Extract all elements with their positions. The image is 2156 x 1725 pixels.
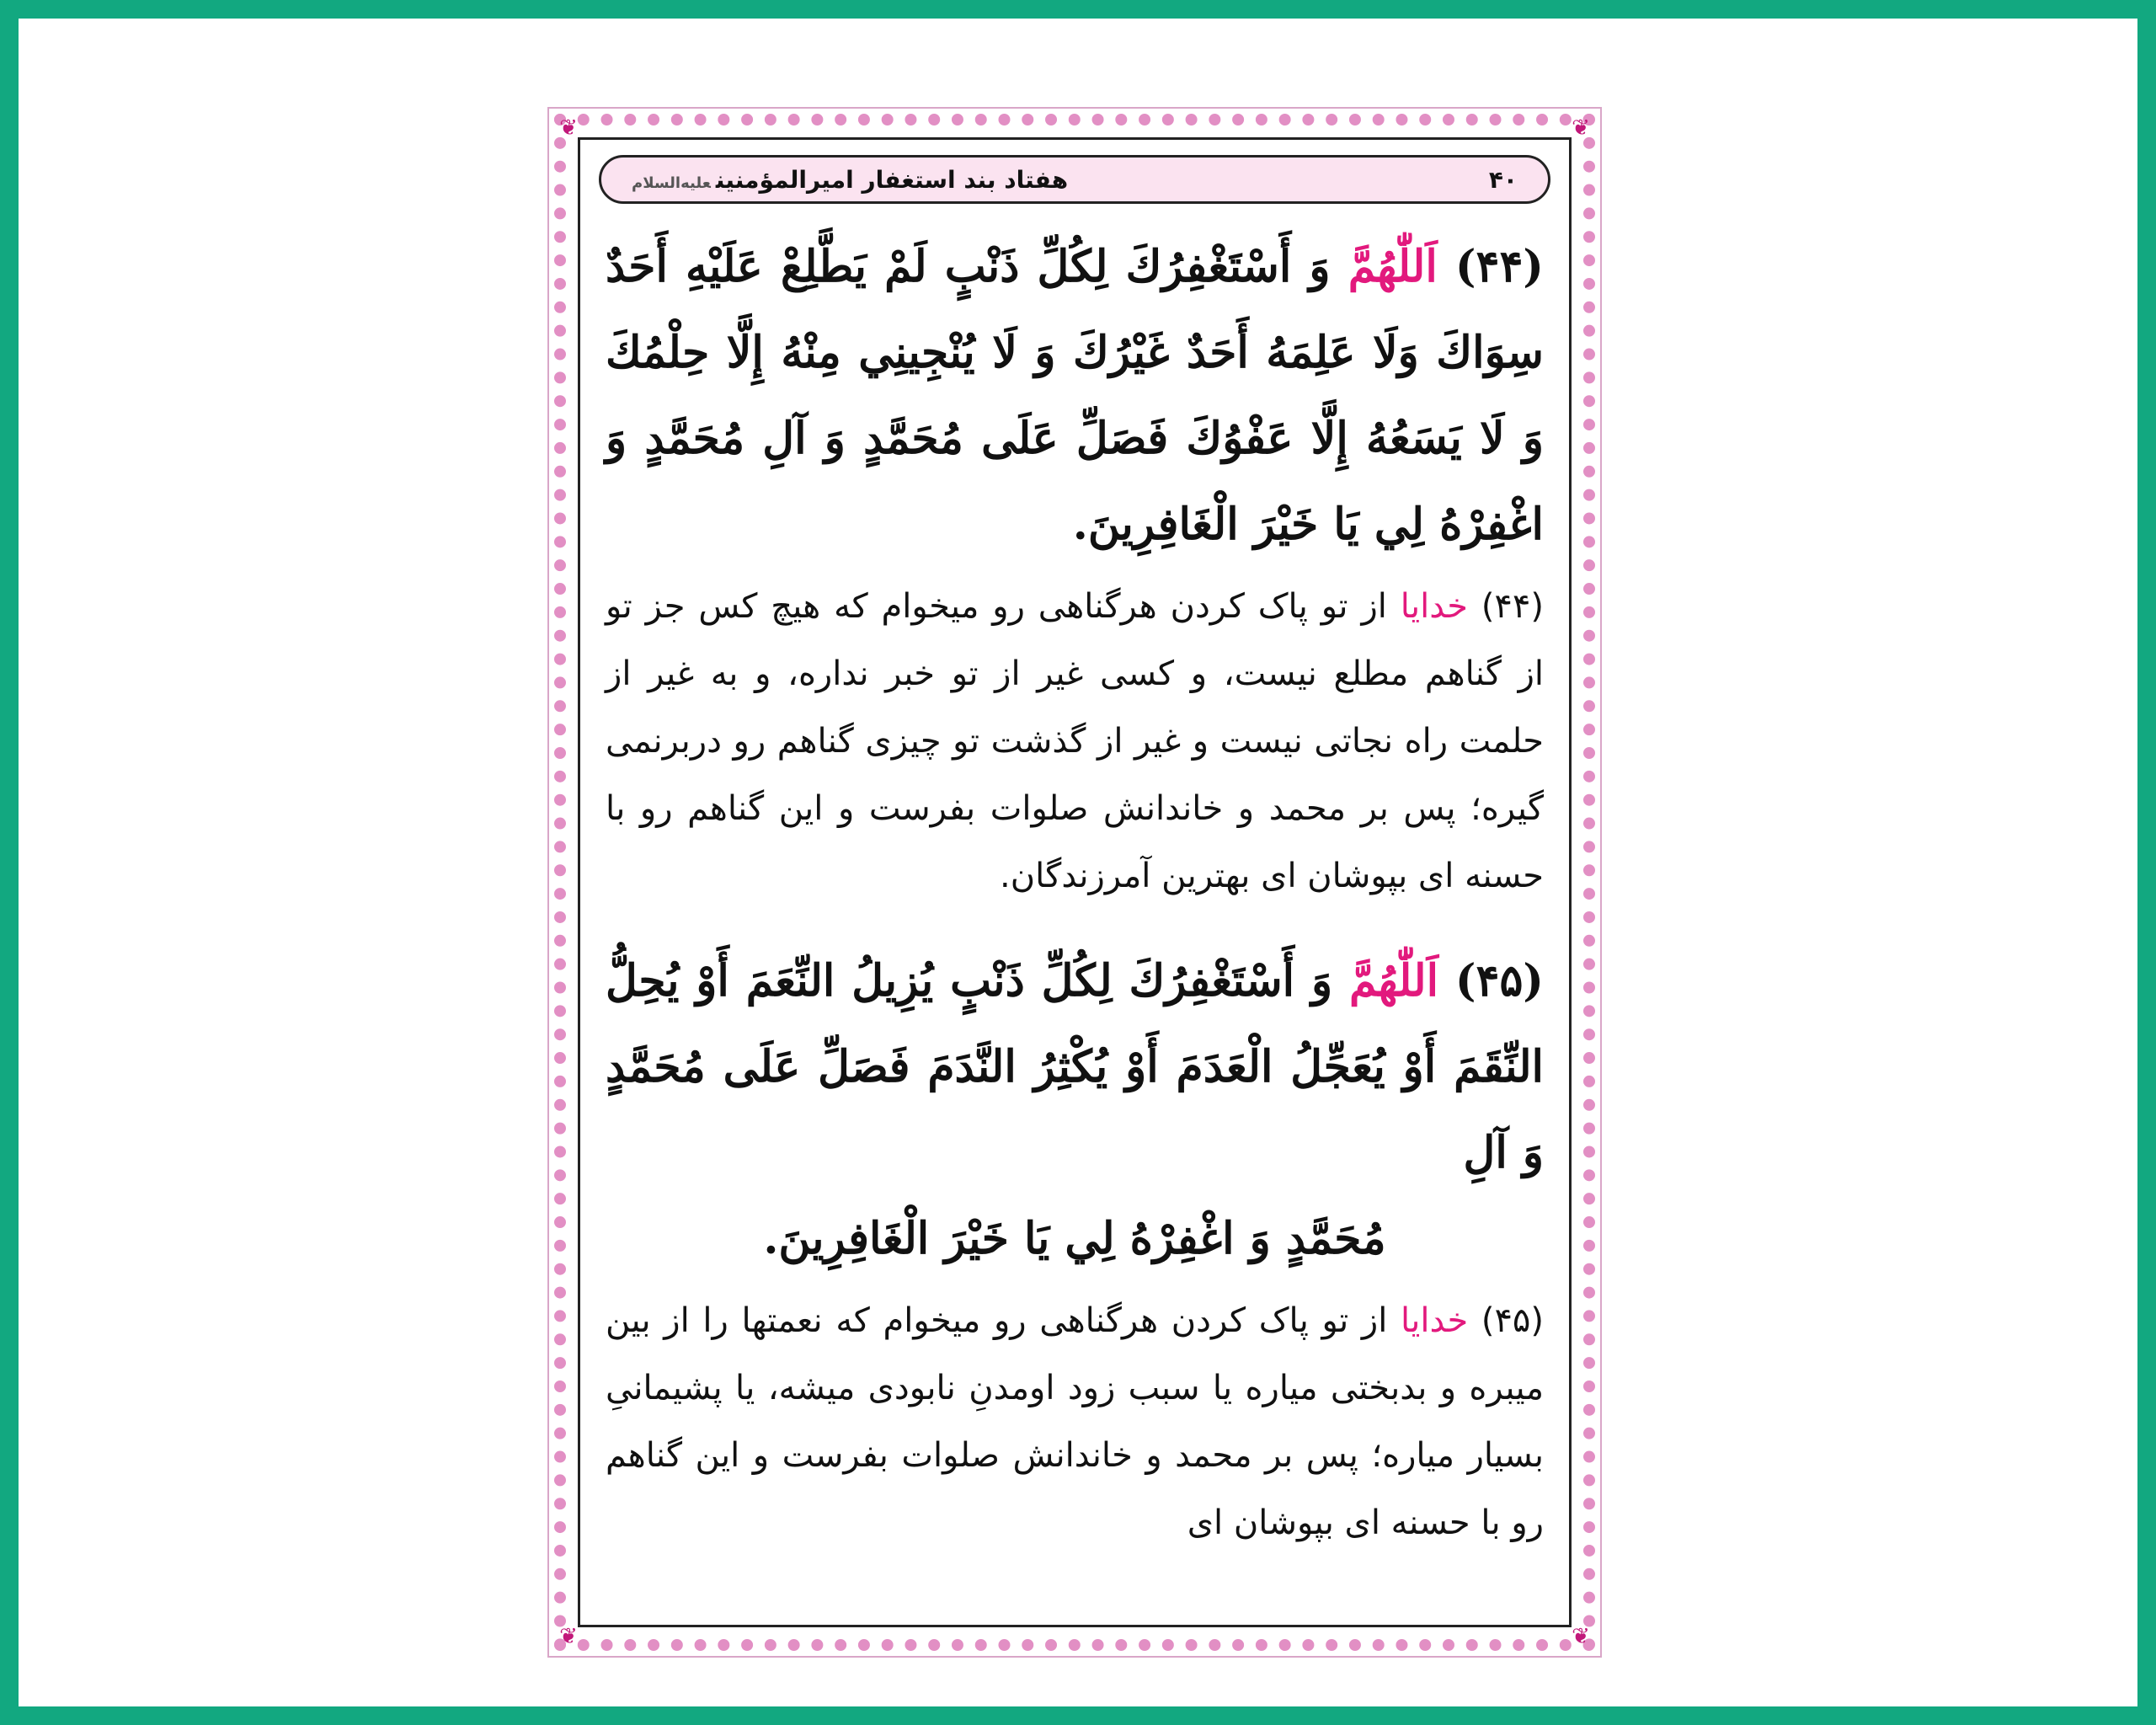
page-number: ۴۰ xyxy=(1488,165,1518,194)
arabic-supplication-45 xyxy=(606,938,1544,1196)
corner-ornament-icon: ❦ xyxy=(559,115,578,141)
persian-translation-44 xyxy=(606,573,1544,910)
invocation-word: اَللّٰهُمَّ xyxy=(1348,955,1439,1007)
item-number: (۴۵) xyxy=(1454,955,1544,1007)
invocation-word: خدایا xyxy=(1401,1301,1469,1340)
item-number: (۴۴) xyxy=(1481,587,1544,626)
item-number: (۴۴) xyxy=(1454,241,1544,292)
invocation-word: خدایا xyxy=(1400,587,1468,626)
page-body xyxy=(606,224,1544,1557)
text-frame xyxy=(578,137,1572,1627)
corner-ornament-icon: ❦ xyxy=(1572,1624,1590,1649)
arabic-text: وَ أَسْتَغْفِرُكَ لِكُلِّ ذَنْبٍ يُزِيلُ النِّعَمَ أَوْ يُحِلُّ النِّقَمَ أَوْ يُعَجِّلُ الْعَدَمَ أَوْ يُكْثِرُ النَّدَمَ فَصَلِّ عَلَى مُحَمَّدٍ وَ آلِ xyxy=(606,955,1544,1178)
corner-ornament-icon: ❦ xyxy=(559,1624,578,1649)
invocation-word: اَللّٰهُمَّ xyxy=(1348,241,1438,292)
persian-text: از تو پاک کردن هرگناهی رو میخوام که هیچ کس جز تو از گناهم مطلع نیست، و کسی غیر از تو خبر نداره، و به غیر از حلمت راه نجاتی نیست و غیر از گذشت تو چیزی گناهم رو دربرنمی گیره؛ پس بر محمد و خاندانش صلوات بفرست و این گناهم رو با حسنه ای بپوشان ای بهترین آمرزندگان. xyxy=(606,587,1544,895)
persian-translation-45 xyxy=(606,1287,1544,1557)
arabic-supplication-44 xyxy=(606,224,1544,568)
page-background xyxy=(19,19,2137,1706)
item-number: (۴۵) xyxy=(1481,1301,1545,1340)
running-header xyxy=(599,155,1550,204)
book-title xyxy=(632,166,1068,194)
corner-ornament-icon: ❦ xyxy=(1572,115,1590,141)
arabic-text: وَ أَسْتَغْفِرُكَ لِكُلِّ ذَنْبٍ لَمْ يَطَّلِعْ عَلَيْهِ أَحَدٌ سِوَاكَ وَلَا عَلِمَهُ أَحَدٌ غَيْرُكَ وَ لَا يُنْجِينِي مِنْهُ إِلَّا حِلْمُكَ وَ لَا يَسَعُهُ إِلَّا عَفْوُكَ فَصَلِّ عَلَى مُحَمَّدٍ وَ آلِ مُحَمَّدٍ وَ اغْفِرْهُ لِي يَا خَيْرَ الْغَافِرِينَ. xyxy=(606,241,1544,550)
book-title-text: هفتاد بند استغفار امیرالمؤمنین xyxy=(715,165,1069,194)
arabic-supplication-45-end: مُحَمَّدٍ وَ اغْفِرْهُ لِي يَا خَيْرَ الْغَافِرِينَ. xyxy=(763,1213,1386,1264)
book-page xyxy=(547,107,1602,1658)
persian-text: از تو پاک کردن هرگناهی رو میخوام که نعمتها را از بین میبره و بدبختی میاره یا سبب زود اومدنِ نابودی میشه، یا پشیمانیِ بسیار میاره؛ پس بر محمد و خاندانش صلوات بفرست و این گناهم رو با حسنه ای بپوشان ای xyxy=(606,1301,1544,1542)
honorific-mark: علیه‌السلام xyxy=(632,174,711,192)
